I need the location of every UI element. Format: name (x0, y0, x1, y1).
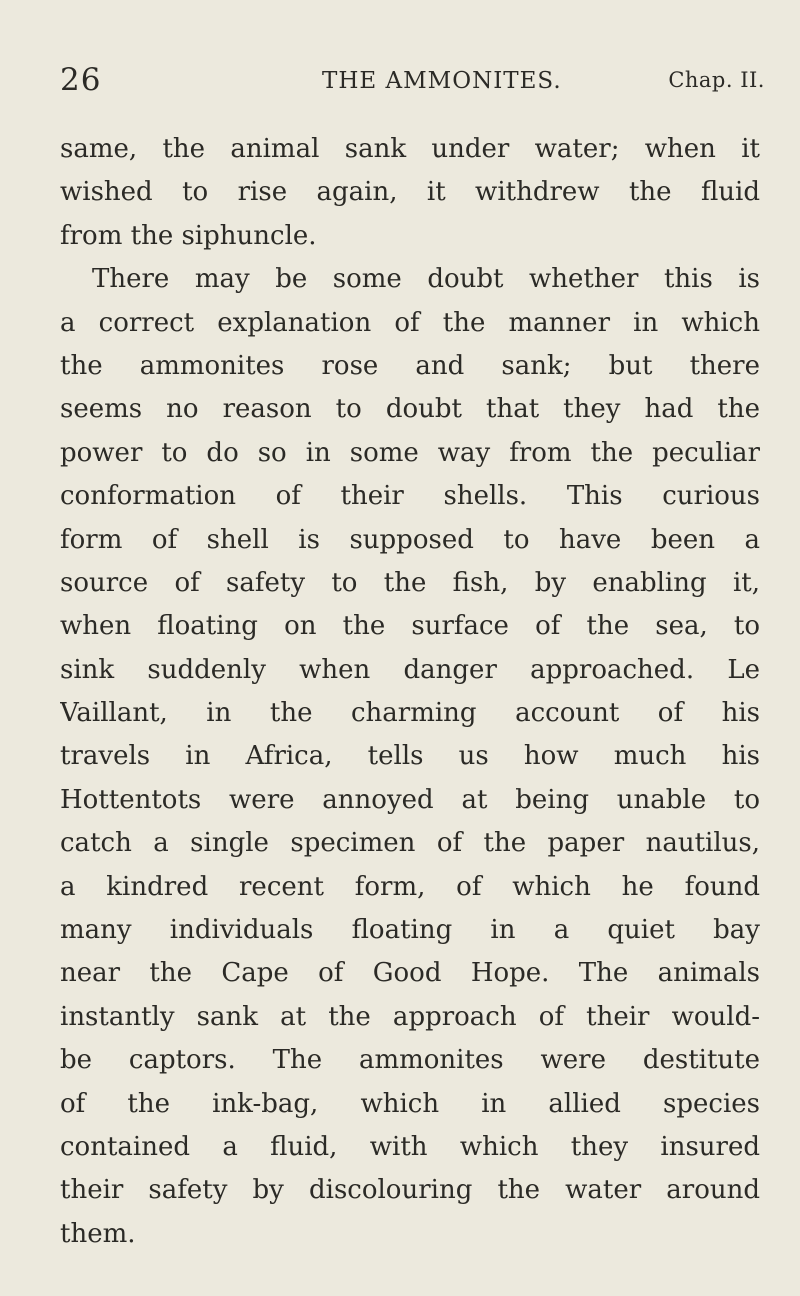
text-line: form of shell is supposed to have been a (60, 524, 760, 555)
text-line: Vaillant, in the charming account of his (60, 698, 760, 729)
text-line: be captors. The ammonites were destitute (60, 1045, 760, 1076)
text-line: from the siphuncle. (60, 220, 317, 251)
text-line: when floating on the surface of the sea, to (60, 611, 760, 642)
text-line: of the ink-bag, which in allied species (60, 1088, 760, 1119)
text-line: There may be some doubt whether this is (92, 264, 760, 295)
text-line: them. (60, 1218, 136, 1249)
text-line: travels in Africa, tells us how much his (60, 741, 760, 772)
page-header (0, 64, 800, 104)
text-line: near the Cape of Good Hope. The animals (60, 958, 760, 989)
text-line: catch a single specimen of the paper nautilus, (60, 828, 760, 859)
text-line: same, the animal sank under water; when it (60, 134, 760, 164)
chapter-label: Chap. II. (668, 68, 765, 92)
text-line: the ammonites rose and sank; but there (60, 350, 760, 381)
text-line: their safety by discolouring the water around (60, 1175, 760, 1206)
text-line: conformation of their shells. This curious (60, 481, 760, 512)
text-line: power to do so in some way from the peculiar (60, 437, 760, 468)
text-line: Hottentots were annoyed at being unable to (60, 784, 760, 815)
running-title: THE AMMONITES. (322, 68, 562, 94)
text-line: wished to rise again, it withdrew the fluid (60, 177, 760, 208)
text-line: many individuals floating in a quiet bay (60, 915, 760, 946)
text-line: contained a fluid, with which they insured (60, 1131, 760, 1162)
body-text (60, 128, 760, 1256)
text-line: a kindred recent form, of which he found (60, 871, 760, 902)
text-line: seems no reason to doubt that they had the (60, 394, 760, 425)
text-line: instantly sank at the approach of their would- (60, 1001, 760, 1032)
text-line: a correct explanation of the manner in which (60, 307, 760, 338)
text-line: sink suddenly when danger approached. Le (60, 654, 760, 685)
page-number: 26 (60, 62, 102, 98)
text-line: source of safety to the fish, by enabling it, (60, 567, 760, 598)
